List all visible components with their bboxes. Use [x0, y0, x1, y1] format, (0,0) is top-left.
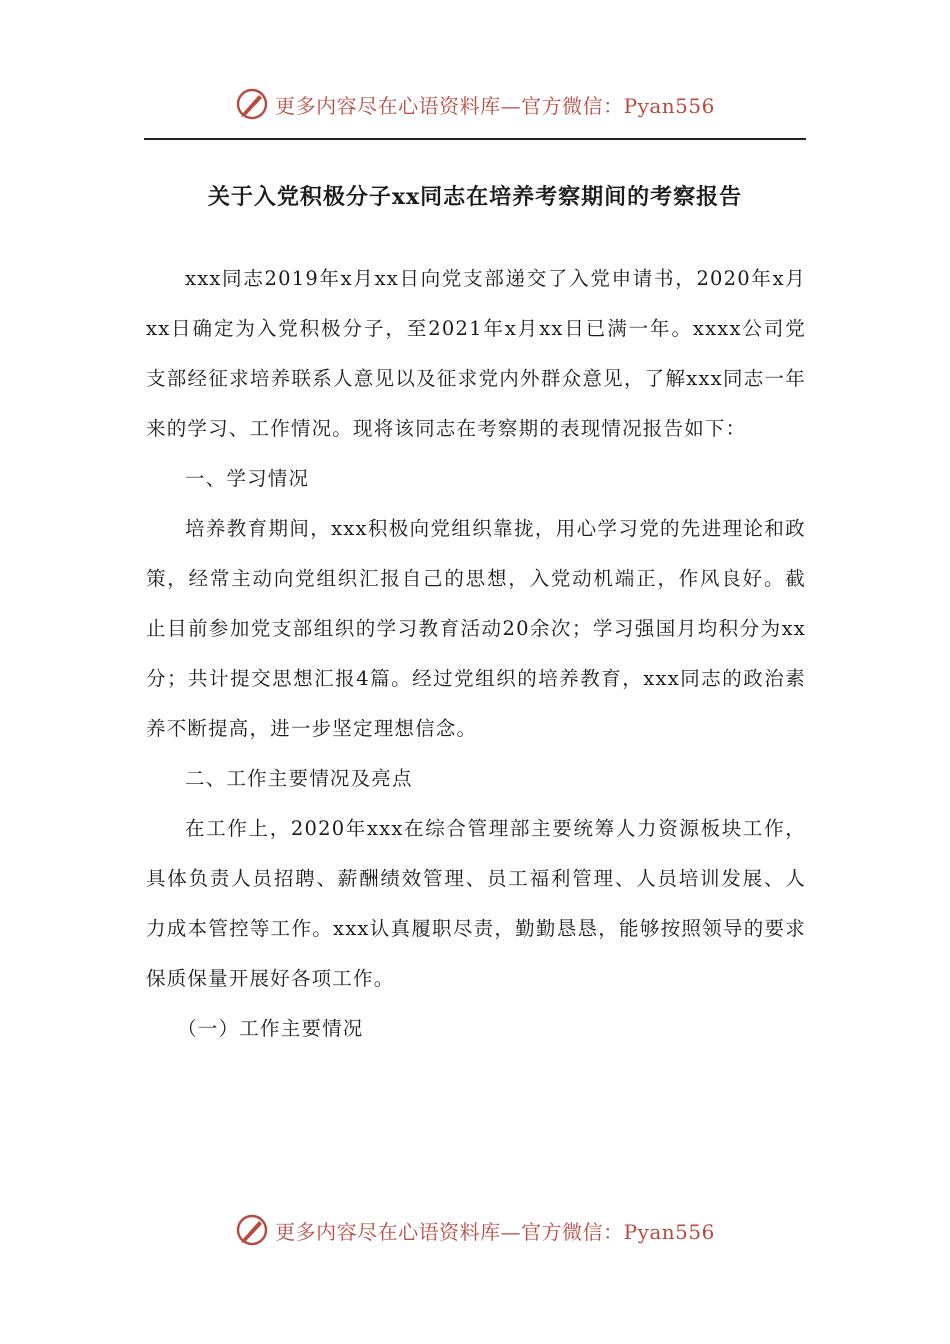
- watermark-header: [0, 84, 950, 124]
- pen-logo-icon: [235, 87, 269, 121]
- document-body: [146, 254, 806, 1054]
- page-title: 关于入党积极分子xx同志在培养考察期间的考察报告: [207, 184, 743, 210]
- pen-logo-icon: [235, 1213, 269, 1247]
- watermark-text: 更多内容尽在心语资料库—官方微信：Pyan556: [275, 93, 715, 118]
- watermark-footer: [0, 1210, 950, 1250]
- subsection1-heading: （一）工作主要情况: [177, 1017, 364, 1040]
- section2-heading: 二、工作主要情况及亮点: [185, 767, 413, 790]
- section1-paragraph: 培养教育期间，xxx积极向党组织靠拢，用心学习党的先进理论和政策，经常主动向党组织汇报自己的思想，入党动机端正，作风良好。截止目前参加党支部组织的学习教育活动20余次；学习强国月均积分为xx分；共计提交思想汇报4篇。经过党组织的培养教育，xxx同志的政治素养不断提高，进一步坚定理想信念。: [146, 517, 806, 740]
- section1-heading: 一、学习情况: [185, 467, 310, 490]
- intro-paragraph: xxx同志2019年x月xx日向党支部递交了入党申请书，2020年x月xx日确定为入党积极分子，至2021年x月xx日已满一年。xxxx公司党支部经征求培养联系人意见以及征求党内外群众意见，了解xxx同志一年来的学习、工作情况。现将该同志在考察期的表现情况报告如下：: [146, 267, 806, 440]
- header-divider: [144, 138, 806, 140]
- section2-paragraph: 在工作上，2020年xxx在综合管理部主要统筹人力资源板块工作，具体负责人员招聘、薪酬绩效管理、员工福利管理、人员培训发展、人力成本管控等工作。xxx认真履职尽责，勤勤恳恳，能够按照领导的要求保质保量开展好各项工作。: [146, 817, 806, 990]
- watermark-text: 更多内容尽在心语资料库—官方微信：Pyan556: [275, 1219, 715, 1244]
